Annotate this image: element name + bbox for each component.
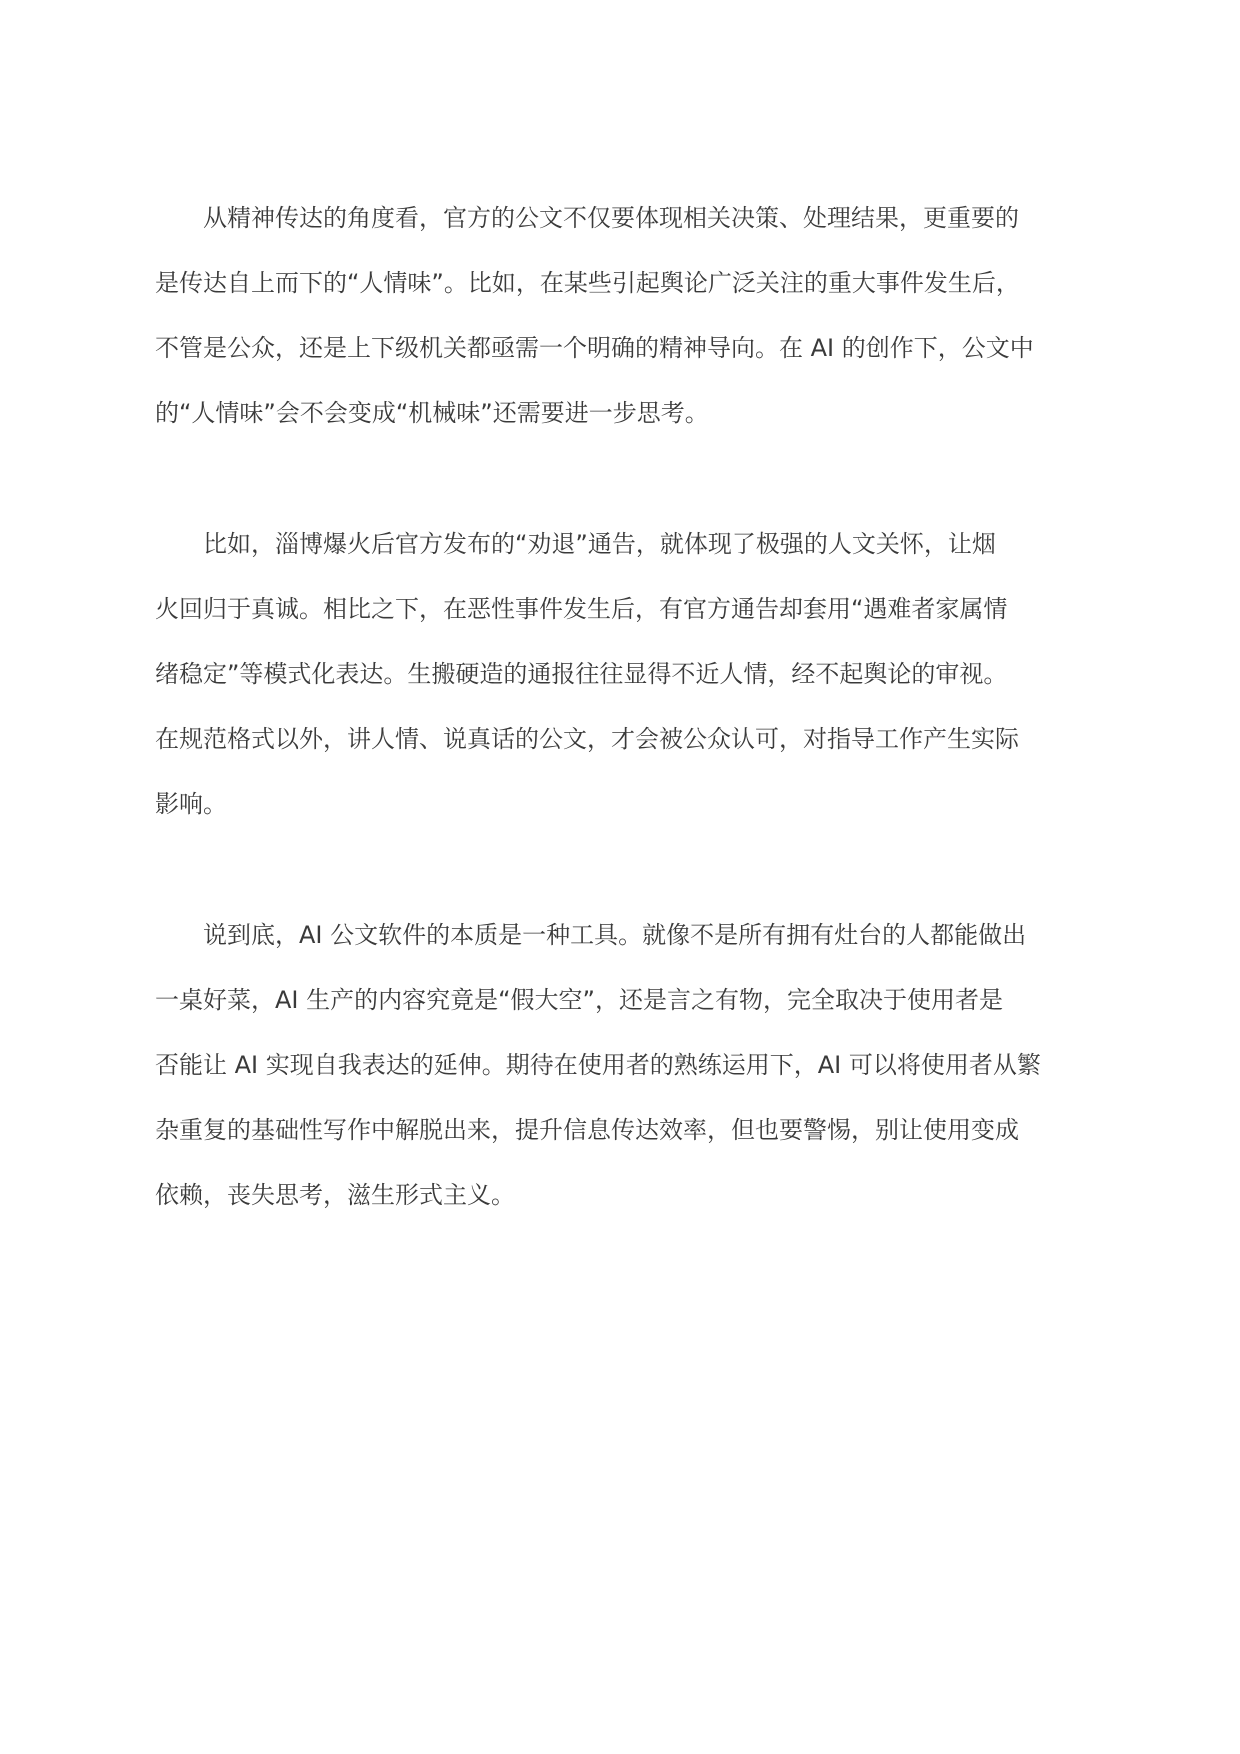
paragraph-line: 一桌好菜，AI 生产的内容究竟是“假大空”，还是言之有物，完全取决于使用者是 — [155, 986, 1003, 1014]
paragraph-line: 杂重复的基础性写作中解脱出来，提升信息传达效率，但也要警惕，别让使用变成 — [155, 1116, 1019, 1144]
paragraph-line: 绪稳定”等模式化表达。生搬硬造的通报往往显得不近人情，经不起舆论的审视。 — [155, 660, 1008, 688]
paragraph — [155, 903, 1067, 1228]
paragraph-line: 依赖，丧失思考，滋生形式主义。 — [155, 1181, 515, 1209]
paragraph-line: 是传达自上而下的“人情味”。比如，在某些引起舆论广泛关注的重大事件发生后， — [155, 269, 1020, 297]
paragraph-line: 不管是公众，还是上下级机关都亟需一个明确的精神导向。在 AI 的创作下，公文中 — [155, 334, 1034, 362]
paragraph-line: 在规范格式以外，讲人情、说真话的公文，才会被公众认可，对指导工作产生实际 — [155, 725, 1019, 753]
paragraph-spacer — [155, 446, 1067, 512]
paragraph-line: 的“人情味”会不会变成“机械味”还需要进一步思考。 — [155, 399, 709, 427]
paragraph-line: 从精神传达的角度看，官方的公文不仅要体现相关决策、处理结果，更重要的 — [203, 204, 1019, 232]
paragraph-line: 比如，淄博爆火后官方发布的“劝退”通告，就体现了极强的人文关怀，让烟 — [203, 530, 996, 558]
paragraph-line: 火回归于真诚。相比之下，在恶性事件发生后，有官方通告却套用“遇难者家属情 — [155, 595, 1008, 623]
paragraph-spacer — [155, 837, 1067, 903]
paragraph-line: 说到底，AI 公文软件的本质是一种工具。就像不是所有拥有灶台的人都能做出 — [203, 921, 1027, 949]
paragraph — [155, 512, 1067, 837]
document-body — [155, 186, 1067, 1228]
paragraph — [155, 186, 1067, 446]
paragraph-line: 影响。 — [155, 790, 227, 818]
paragraph-line: 否能让 AI 实现自我表达的延伸。期待在使用者的熟练运用下，AI 可以将使用者从繁 — [155, 1051, 1041, 1079]
